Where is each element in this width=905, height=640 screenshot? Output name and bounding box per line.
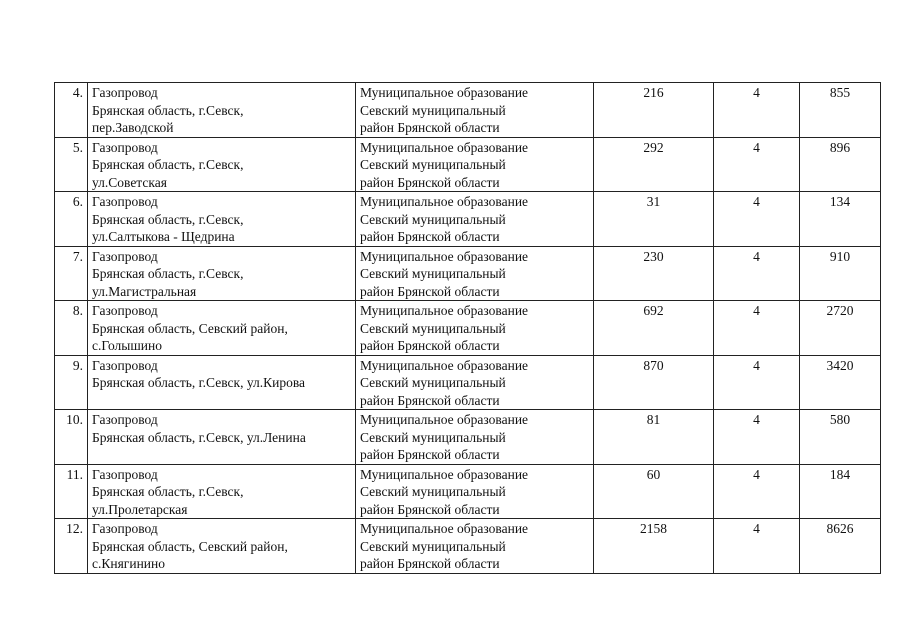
length-value: 60 [594,464,714,519]
owner-line: район Брянской области [360,174,500,190]
object-line: Газопровод [92,521,158,536]
object-line: ул.Пролетарская [92,501,188,517]
object-line: Брянская область, Севский район, [92,320,288,336]
object-line: ул.Советская [92,174,167,190]
table-row [55,355,881,410]
row-number: 6. [55,192,88,247]
owner-line: Севский муниципальный [360,157,506,172]
diameter-value: 4 [714,246,800,301]
owner-name [356,301,594,356]
cost-value: 134 [800,192,881,247]
object-line: ул.Магистральная [92,283,197,299]
table-row [55,410,881,465]
object-line: Брянская область, г.Севск, [92,484,244,499]
length-value: 230 [594,246,714,301]
table-row [55,301,881,356]
table-row [55,137,881,192]
diameter-value: 4 [714,301,800,356]
owner-line: район Брянской области [360,120,500,135]
object-line: ул.Салтыкова - Щедрина [92,229,235,244]
row-number: 8. [55,301,88,356]
owner-name [356,137,594,192]
object-description [88,301,356,356]
object-line: Газопровод [92,139,158,155]
object-line: Газопровод [92,303,158,318]
length-value: 870 [594,355,714,410]
owner-line: Севский муниципальный [360,484,506,499]
owner-line: Севский муниципальный [360,375,506,390]
owner-line: Муниципальное образование [360,194,529,209]
object-description [88,410,356,465]
diameter-value: 4 [714,83,800,138]
gas-pipeline-table [54,82,881,574]
owner-line: Муниципальное образование [360,466,529,482]
row-number: 7. [55,246,88,301]
object-line: Газопровод [92,85,158,100]
object-line: Газопровод [92,412,158,427]
length-value: 292 [594,137,714,192]
cost-value: 8626 [800,519,881,574]
object-line: с.Княгинино [92,556,165,571]
owner-line: Муниципальное образование [360,303,529,318]
object-line: Газопровод [92,357,158,373]
owner-line: Севский муниципальный [360,320,506,336]
owner-line: Севский муниципальный [360,538,506,554]
cost-value: 184 [800,464,881,519]
owner-name [356,464,594,519]
row-number: 5. [55,137,88,192]
row-number: 11. [55,464,88,519]
table-body [55,83,881,574]
owner-line: Муниципальное образование [360,412,529,427]
object-line: Брянская область, г.Севск, [92,211,244,227]
owner-line: Муниципальное образование [360,248,529,264]
object-line: Брянская область, г.Севск, ул.Кирова [92,375,306,390]
object-line: Брянская область, г.Севск, [92,102,244,118]
owner-line: район Брянской области [360,283,500,299]
owner-name [356,192,594,247]
owner-line: район Брянской области [360,229,500,244]
table-row [55,246,881,301]
object-description [88,246,356,301]
diameter-value: 4 [714,355,800,410]
owner-line: Муниципальное образование [360,85,529,100]
owner-line: Муниципальное образование [360,357,529,373]
owner-name [356,246,594,301]
owner-line: Муниципальное образование [360,521,529,536]
diameter-value: 4 [714,137,800,192]
object-line: пер.Заводской [92,120,174,135]
object-line: Брянская область, г.Севск, ул.Ленина [92,429,306,445]
object-line: Брянская область, Севский район, [92,538,288,554]
length-value: 81 [594,410,714,465]
owner-line: район Брянской области [360,392,500,408]
object-line: Газопровод [92,248,158,264]
table-row [55,519,881,574]
cost-value: 580 [800,410,881,465]
object-description [88,464,356,519]
object-line: Брянская область, г.Севск, [92,266,244,281]
owner-line: район Брянской области [360,501,500,517]
table-row [55,83,881,138]
owner-line: Муниципальное образование [360,139,529,155]
cost-value: 910 [800,246,881,301]
object-line: с.Голышино [92,338,162,353]
object-description [88,137,356,192]
owner-line: Севский муниципальный [360,211,506,227]
owner-name [356,83,594,138]
table-row [55,192,881,247]
cost-value: 2720 [800,301,881,356]
diameter-value: 4 [714,192,800,247]
object-line: Брянская область, г.Севск, [92,157,244,172]
owner-name [356,410,594,465]
cost-value: 3420 [800,355,881,410]
cost-value: 896 [800,137,881,192]
owner-line: район Брянской области [360,338,500,353]
row-number: 10. [55,410,88,465]
length-value: 2158 [594,519,714,574]
object-line: Газопровод [92,466,158,482]
length-value: 31 [594,192,714,247]
object-line: Газопровод [92,194,158,209]
row-number: 12. [55,519,88,574]
length-value: 216 [594,83,714,138]
diameter-value: 4 [714,464,800,519]
object-description [88,355,356,410]
length-value: 692 [594,301,714,356]
row-number: 4. [55,83,88,138]
owner-line: район Брянской области [360,447,500,462]
row-number: 9. [55,355,88,410]
owner-line: Севский муниципальный [360,429,506,445]
owner-name [356,519,594,574]
owner-line: Севский муниципальный [360,266,506,281]
object-description [88,83,356,138]
diameter-value: 4 [714,519,800,574]
owner-line: Севский муниципальный [360,102,506,118]
table-row [55,464,881,519]
diameter-value: 4 [714,410,800,465]
cost-value: 855 [800,83,881,138]
owner-name [356,355,594,410]
owner-line: район Брянской области [360,556,500,571]
object-description [88,519,356,574]
object-description [88,192,356,247]
